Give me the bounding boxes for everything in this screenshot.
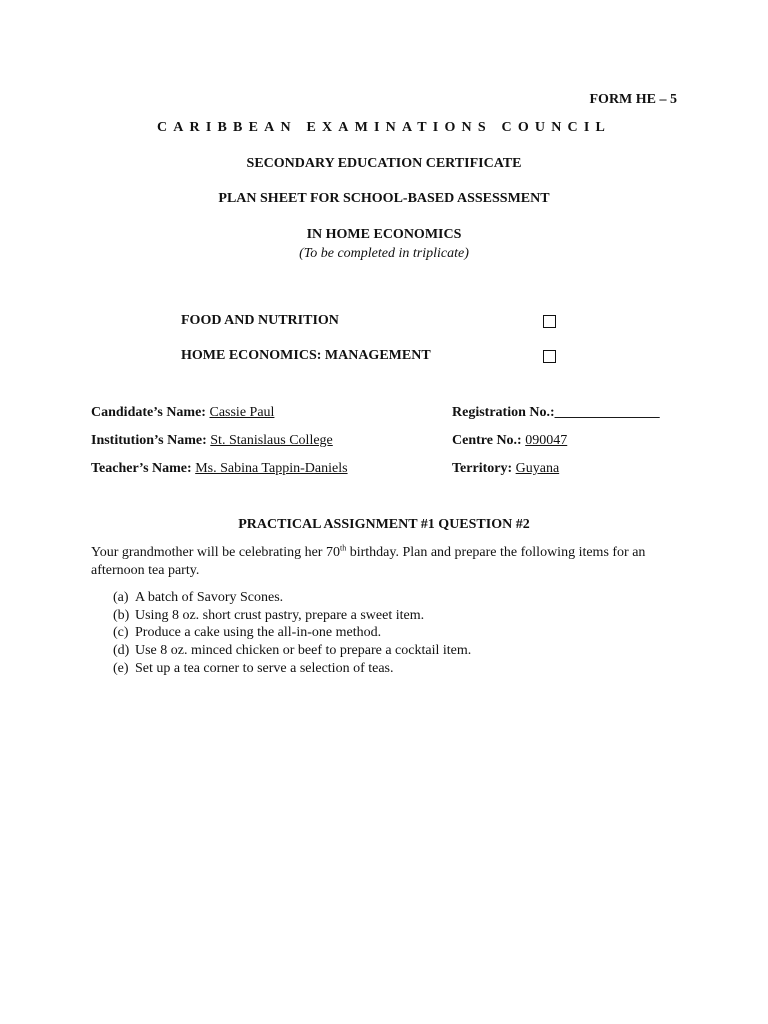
list-item (113, 643, 471, 659)
intro-text-start: Your grandmother will be celebrating her 70 (91, 545, 340, 560)
institution-name-label: Institution’s Name: (91, 433, 207, 448)
food-nutrition-checkbox[interactable] (543, 315, 556, 328)
list-item (113, 590, 283, 606)
list-item-marker: (d) (113, 643, 130, 658)
list-item-text: Set up a tea corner to serve a selection of teas. (135, 661, 394, 676)
institution-name-field (91, 433, 333, 449)
candidate-name-label: Candidate’s Name: (91, 405, 206, 420)
candidate-name-value[interactable]: Cassie Paul (209, 405, 275, 420)
assignment-intro (91, 544, 661, 580)
intro-text-end: birthday. Plan and prepare the following items for an afternoon tea party. (91, 545, 646, 578)
registration-number-value[interactable]: _______________ (554, 405, 660, 420)
institution-name-value[interactable]: St. Stanislaus College (210, 433, 333, 448)
registration-number-label: Registration No.: (452, 405, 555, 420)
council-title: CARIBBEAN EXAMINATIONS COUNCIL (156, 120, 612, 135)
teacher-name-value[interactable]: Ms. Sabina Tappin-Daniels (195, 461, 348, 476)
list-item (113, 625, 381, 641)
centre-number-value[interactable]: 090047 (525, 433, 568, 448)
certificate-title: SECONDARY EDUCATION CERTIFICATE (246, 156, 522, 171)
triplicate-note: (To be completed in triplicate) (299, 246, 469, 261)
list-item (113, 608, 424, 624)
list-item-text: Use 8 oz. minced chicken or beef to prepare a cocktail item. (135, 643, 472, 658)
option-management-label: HOME ECONOMICS: MANAGEMENT (181, 348, 431, 363)
subject-title: IN HOME ECONOMICS (306, 227, 462, 242)
teacher-name-label: Teacher’s Name: (91, 461, 192, 476)
list-item-marker: (e) (113, 661, 129, 676)
assignment-title: PRACTICAL ASSIGNMENT #1 QUESTION #2 (238, 517, 530, 532)
list-item-text: Using 8 oz. short crust pastry, prepare a sweet item. (135, 608, 425, 623)
list-item-text: Produce a cake using the all-in-one method. (135, 625, 382, 640)
management-checkbox[interactable] (543, 350, 556, 363)
list-item-marker: (a) (113, 590, 129, 605)
candidate-name-field (91, 405, 274, 421)
registration-number-field (452, 405, 660, 421)
centre-number-label: Centre No.: (452, 433, 522, 448)
intro-superscript: th (339, 543, 347, 553)
option-food-nutrition-label: FOOD AND NUTRITION (181, 313, 339, 328)
list-item-text: A batch of Savory Scones. (135, 590, 284, 605)
plan-sheet-title: PLAN SHEET FOR SCHOOL-BASED ASSESSMENT (218, 191, 550, 206)
teacher-name-field (91, 461, 348, 477)
territory-field (452, 461, 559, 477)
territory-value[interactable]: Guyana (515, 461, 560, 476)
list-item-marker: (c) (113, 625, 129, 640)
centre-number-field (452, 433, 567, 449)
list-item-marker: (b) (113, 608, 130, 623)
territory-label: Territory: (452, 461, 513, 476)
form-code: FORM HE – 5 (589, 92, 677, 107)
list-item (113, 661, 394, 677)
